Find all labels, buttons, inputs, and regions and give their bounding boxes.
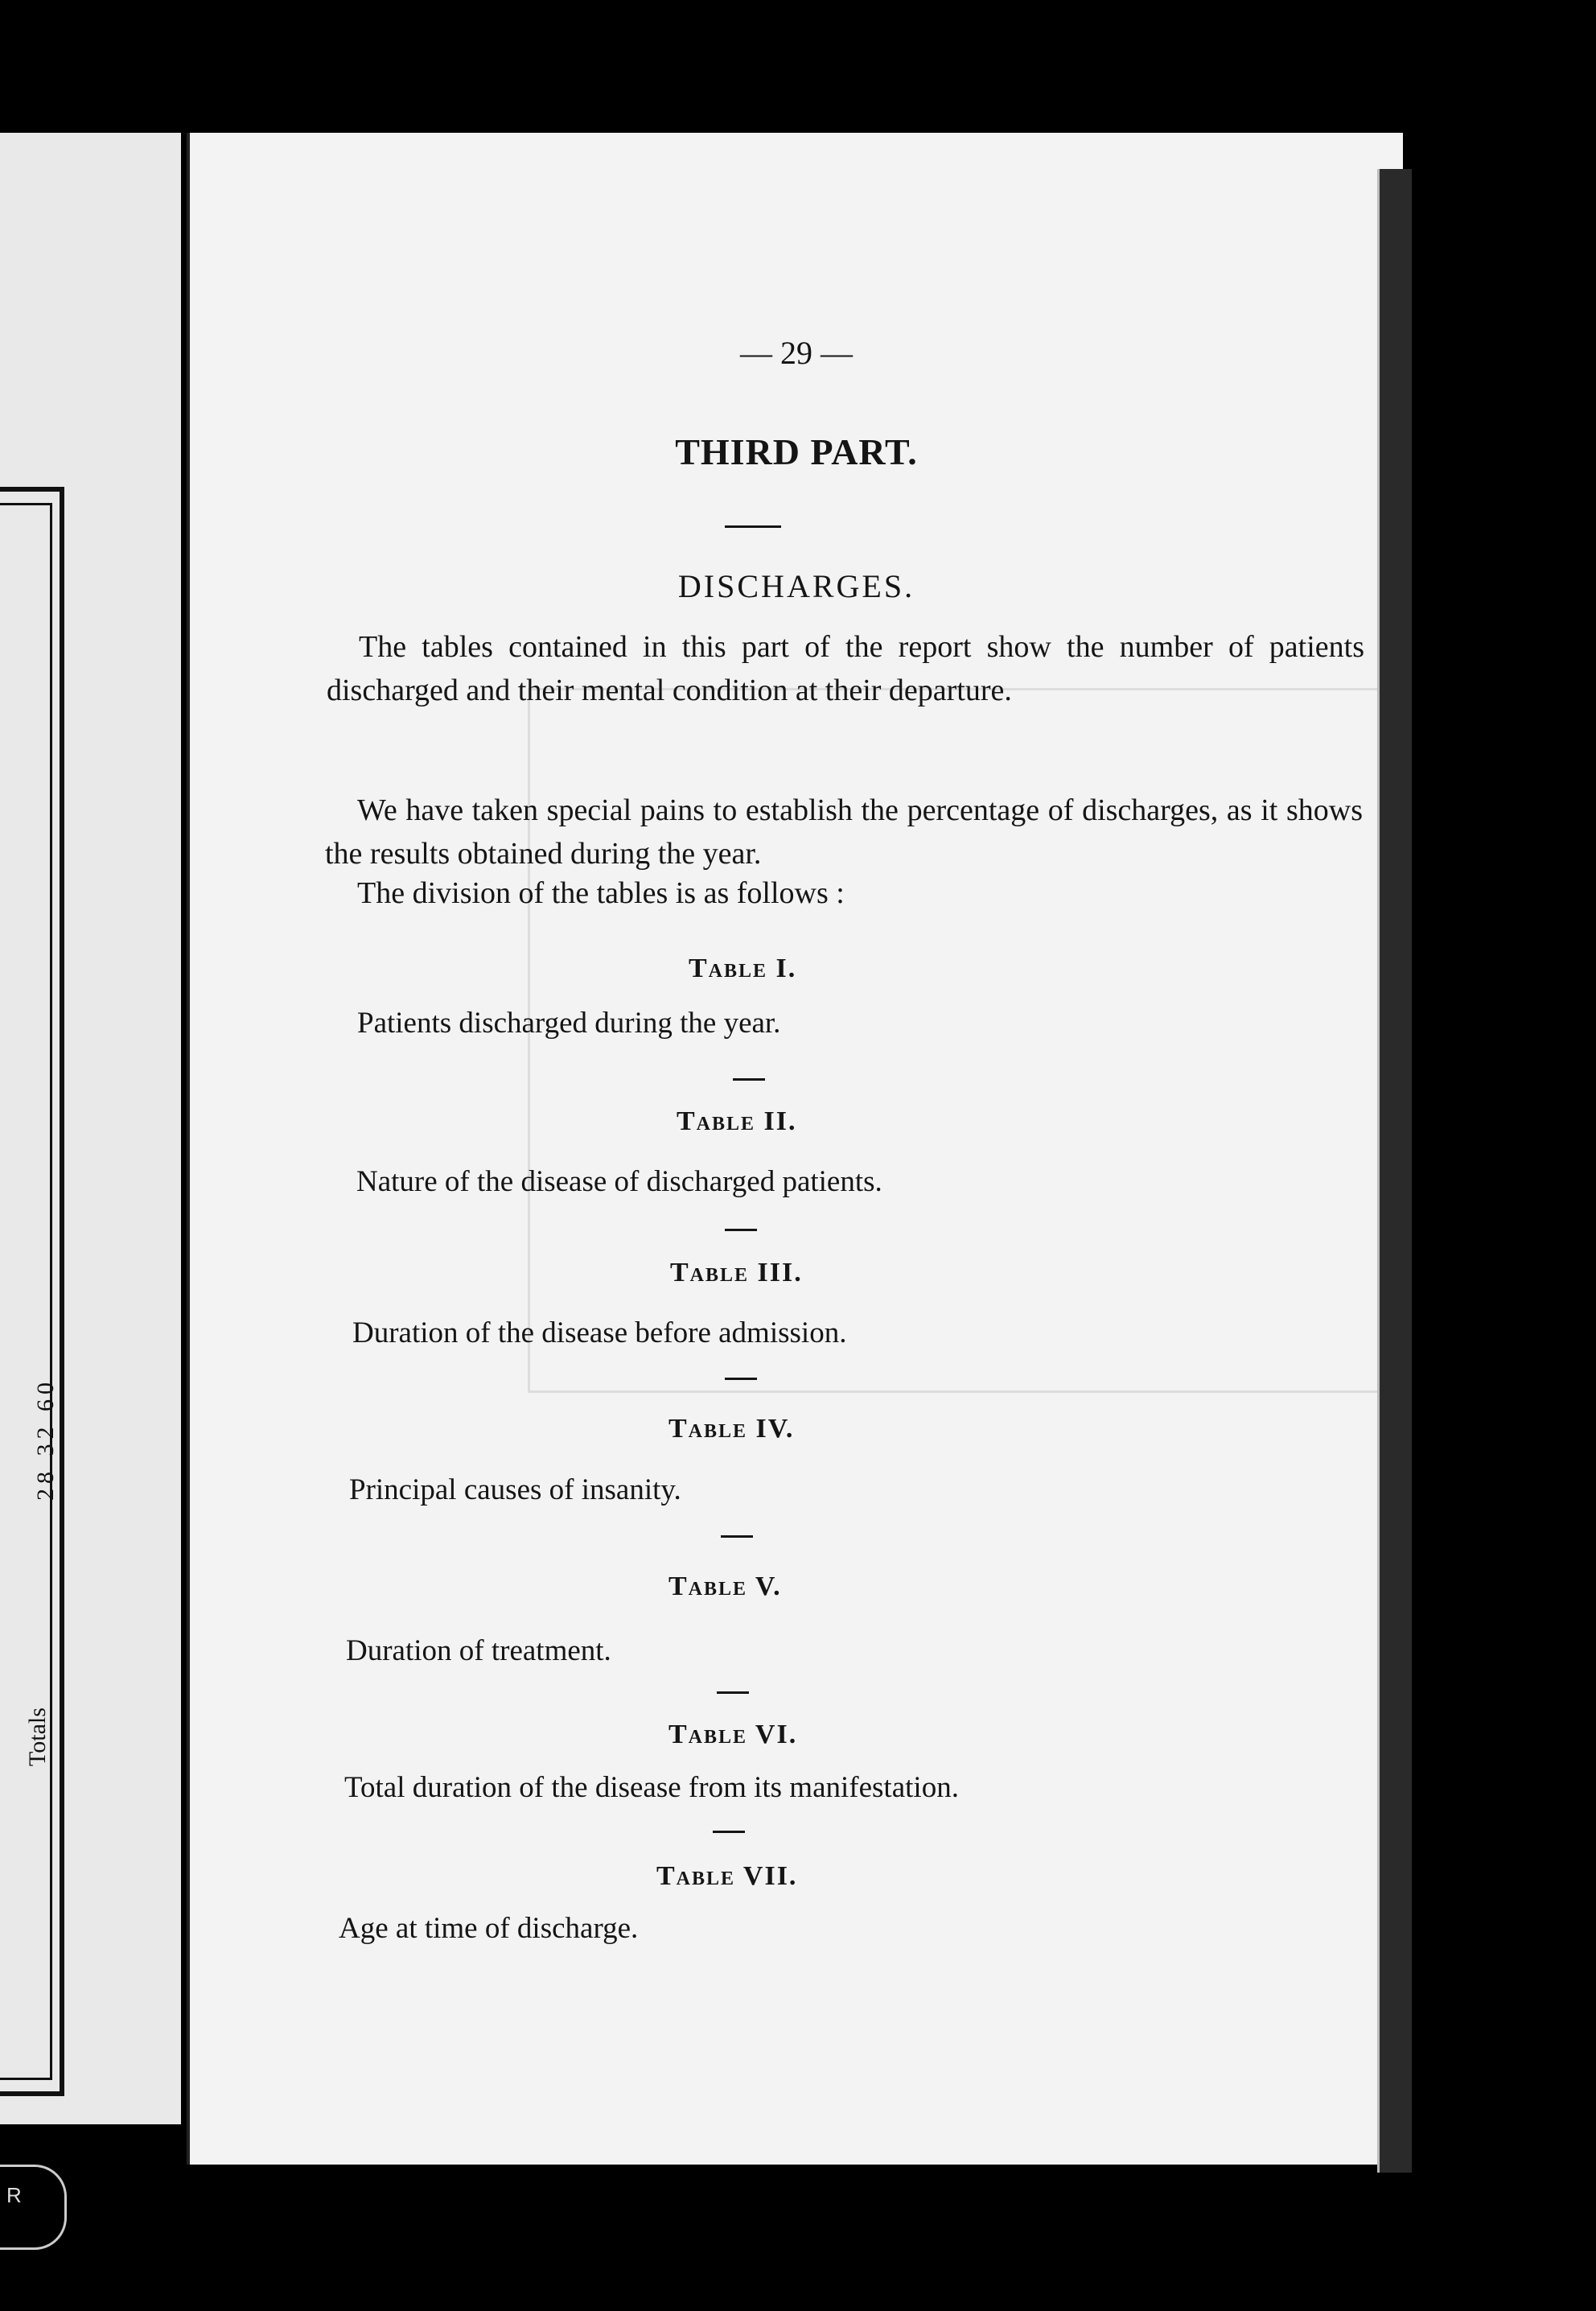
previous-page xyxy=(0,133,181,2124)
table-7-description: Age at time of discharge. xyxy=(339,1912,639,1945)
table-1-label: Table I. xyxy=(689,954,797,983)
page-number: — 29 — xyxy=(740,335,853,371)
table-4-description: Principal causes of insanity. xyxy=(349,1473,681,1506)
table-6-description: Total duration of the disease from its manifestation. xyxy=(344,1771,959,1804)
table-3-label: Table III. xyxy=(670,1258,803,1287)
table-2-label: Table II. xyxy=(677,1106,797,1136)
page-edge xyxy=(1377,169,1412,2173)
previous-page-numbers: 28 32 60 xyxy=(32,1378,59,1501)
table-1-description: Patients discharged during the year. xyxy=(357,1007,781,1040)
previous-page-totals-label: Totals xyxy=(24,1708,51,1766)
section-title: DISCHARGES. xyxy=(677,568,915,604)
table-6-label: Table VI. xyxy=(668,1720,798,1749)
paragraph-3: The division of the tables is as follows : xyxy=(357,876,845,910)
paragraph-2: We have taken special pains to establish the percentage of discharges, as it shows the results obtained during the year. xyxy=(325,793,1363,871)
document-page xyxy=(187,133,1403,2165)
paragraph-1: The tables contained in this part of the report show the number of patients discharged and their mental condition at their departure. xyxy=(327,630,1364,707)
previous-page-table-border xyxy=(0,487,64,2096)
table-3-description: Duration of the disease before admission. xyxy=(352,1316,847,1349)
title-rule xyxy=(725,525,781,528)
table-5-description: Duration of treatment. xyxy=(346,1634,611,1667)
table-4-label: Table IV. xyxy=(668,1414,795,1444)
library-stamp: R xyxy=(0,2165,67,2250)
part-title: THIRD PART. xyxy=(675,431,918,472)
table-5-label: Table V. xyxy=(668,1572,782,1601)
table-7-label: Table VII. xyxy=(656,1861,798,1891)
table-2-description: Nature of the disease of discharged patients. xyxy=(356,1165,882,1198)
